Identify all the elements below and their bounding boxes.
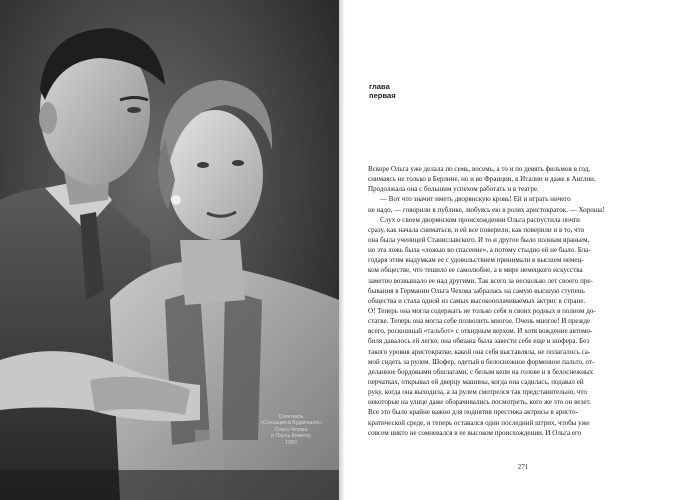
text-line: заметно возвышало ее над другими. Так всего за несколько лет своего пре-	[368, 276, 593, 285]
text-line: совсем никто не сомневался в ее высоком происхождении. И Ольга его	[368, 428, 582, 437]
chapter-heading	[369, 83, 396, 100]
text-line: — Вот что значит иметь дворянскую кровь! Ей и играть ничего	[380, 195, 571, 204]
chapter-number-word: первая	[369, 90, 396, 100]
text-line: снимаясь не только в Берлине, но и во Франции, в Италии и даже в Англии.	[368, 175, 596, 184]
text-page	[339, 0, 675, 500]
text-line: Вскоре Ольга уже делала по семь, восемь, а то и по девять фильмов в год,	[368, 165, 591, 173]
body-text	[368, 164, 654, 438]
text-line: мой сидеть за рулем. Шофер, одетый в белоснежное форменное пальто, от-	[368, 357, 595, 366]
caption-line: 1950	[285, 439, 297, 446]
text-line: статке. Теперь она могла себе позволить многое. Очень многое! И прежде	[368, 317, 591, 326]
text-line: всего, роскошный «тальбот» с откидным верхом. И хотя вождение автомо-	[368, 327, 593, 336]
text-line: не надо, — говорили в публике, любуясь ею в ролях аристократок. — Хороша!	[368, 205, 605, 214]
text-line: бывания в Германии Ольга Чехова забралась на самую высшую ступень	[368, 286, 585, 295]
text-line: Продолжала она с большим успехом работать и в театре.	[368, 185, 539, 194]
page-gutter-shadow	[339, 0, 345, 500]
photo-caption	[250, 414, 332, 446]
caption-line: Ольга Чехова	[274, 426, 308, 433]
caption-line: «Сенсация в Будапеште»	[260, 420, 322, 427]
text-line: О! Теперь она могла содержать не только себя и своих родных в полном до-	[368, 306, 596, 315]
text-line: такого уровня аристократке, какой она себя выставляла, не полагалось са-	[368, 347, 591, 356]
text-line: кратической среде, и теперь оставался один последний штрих, чтобы уже	[368, 418, 590, 427]
text-line: перчатках, открывал ей дверцу машины, когда она садилась, подавал ей	[368, 377, 584, 386]
text-line: общества и стала одной из самых высокооплачиваемых актрис в стране.	[368, 296, 586, 305]
text-line: Слух о своем дворянском происхождении Ольга распустила почти	[380, 215, 580, 224]
text-line: но эта ложь была «ложью во спасение», а потому стыдно ей не было. Бла-	[368, 246, 591, 255]
text-line: сразу, как начала сниматься, и ей все поверили, как поверили и в то, что	[368, 225, 585, 234]
text-line: некоторые на улице даже оборачивались посмотреть, кого же это он везет.	[368, 398, 591, 407]
text-line: Все это было крайне важно для поднятия престижа актрисы в аристо-	[368, 408, 579, 417]
text-line: она была ученицей Станиславского. И то и другое было полным враньем,	[368, 235, 590, 244]
caption-line: и Пауль Клингер	[271, 433, 311, 440]
text-line: ком обществе, что тешило ее самолюбие, а в мире немецкого искусства	[368, 266, 583, 275]
text-line: руку, когда она выходила, а за рулем смотрелся так представительно, что	[368, 388, 587, 397]
text-line: деланное бордовыми обшлагами, с белым кепи на голове и в белоснежных	[368, 367, 594, 376]
page-number: 271	[517, 463, 529, 471]
caption-line: Спектакль	[278, 414, 304, 420]
text-line: биля давалось ей легко, она обязана была завести себе еще и шофера. Без	[368, 337, 590, 346]
chapter-word: глава	[369, 82, 390, 91]
text-line: годаря этим выдумкам ее с удовольствием принимали в высшем немец-	[368, 256, 584, 265]
